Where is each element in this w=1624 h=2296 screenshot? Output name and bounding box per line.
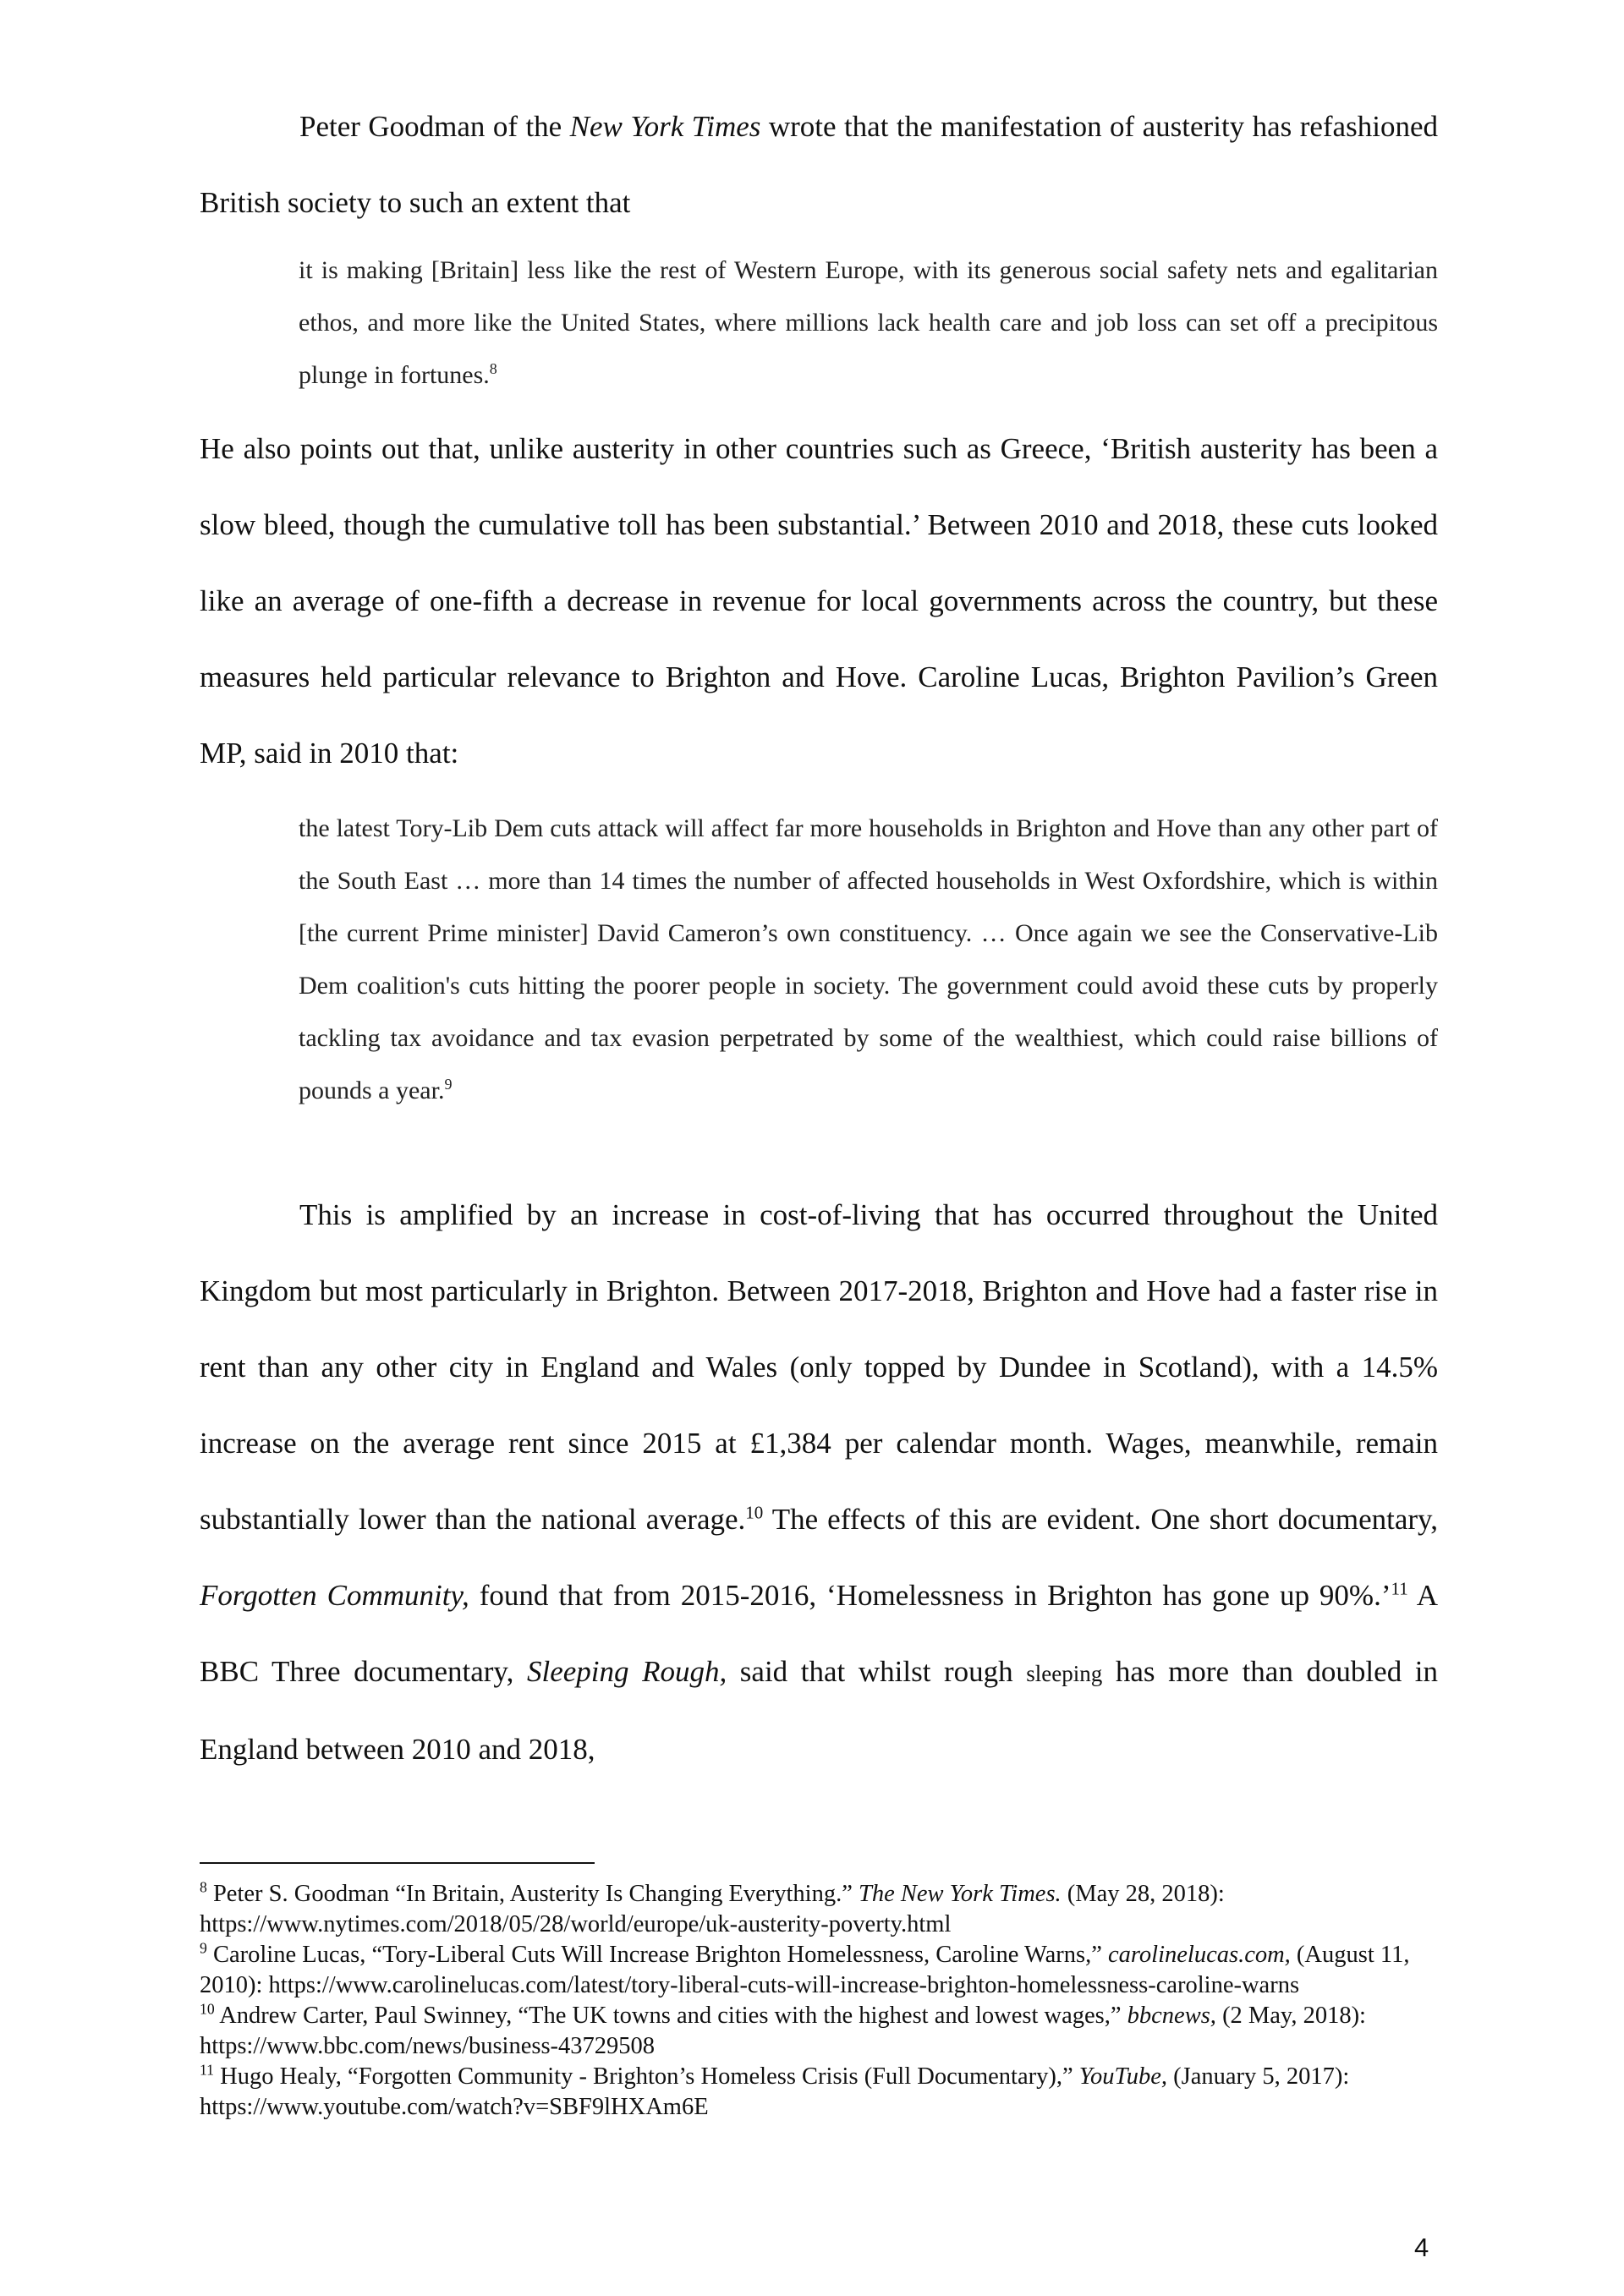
block-quote-goodman — [299, 244, 1438, 402]
text-run-small: sleeping — [1026, 1661, 1103, 1686]
text-run: has more than doubled in England between 2010 and 2018, — [200, 1655, 1439, 1766]
footnote-ref-8: 8 — [489, 360, 497, 377]
quote-text: it is making [Britain] less like the rest of Western Europe, with its generous social safety nets and egalitarian ethos, and more like the United States, where millions lack health care and job loss can set off a precipitous plunge in fortunes. — [299, 256, 1438, 389]
paragraph-goodman-intro — [200, 89, 1438, 241]
text-run: said that whilst rough — [727, 1655, 1027, 1688]
footnote-text: (January 5, 2017): https://www.youtube.com/watch?v=SBF9lHXAm6E — [200, 2063, 1350, 2120]
footnote-ref-9: 9 — [444, 1076, 453, 1093]
documentary-title: Sleeping Rough, — [526, 1655, 727, 1688]
text-run: He also points out that, unlike austerity in other countries such as Greece, ‘British austerity has been a slow bleed, though the cumulative toll has been substantial.’ Between 2010 and 2018, these cuts looked like an average of one-fifth a decrease in revenue for local governments across the country, but these measures held particular relevance to Brighton and Hove. Caroline Lucas, Brighton Pavilion’s Green MP, said in 2010 that: — [200, 432, 1438, 770]
footnote-text: Caroline Lucas, “Tory-Liberal Cuts Will Increase Brighton Homelessness, Caroline Warns,” — [206, 1942, 1108, 1968]
footnote-source: carolinelucas.com, — [1107, 1942, 1291, 1968]
paragraph-austerity-brighton — [200, 411, 1438, 792]
footnote-9 — [200, 1940, 1418, 2001]
footnote-separator — [200, 1862, 595, 1864]
footnotes — [200, 1879, 1418, 2123]
footnote-10 — [200, 2001, 1418, 2062]
page-number: 4 — [1414, 2233, 1429, 2262]
footnote-11 — [200, 2062, 1418, 2123]
footnote-8 — [200, 1879, 1418, 1940]
footnote-text: Peter S. Goodman “In Britain, Austerity Is Changing Everything.” — [206, 1881, 859, 1907]
footnote-source: YouTube, — [1078, 2063, 1168, 2090]
text-run: This is amplified by an increase in cost-of-living that has occurred throughout the United Kingdom but most particularly in Brighton. Between 2017-2018, Brighton and Hove had a faster rise in rent than any other city in England and Wales (only topped by Dundee in Scotland), with a 14.5% increase on the average rent since 2015 at £1,384 per calendar month. Wages, meanwhile, remain substantially lower than the national average. — [200, 1198, 1438, 1536]
footnote-number: 8 — [200, 1878, 207, 1896]
footnote-number: 10 — [200, 2000, 215, 2018]
footnote-ref-10: 10 — [745, 1502, 764, 1523]
footnote-text: Hugo Healy, “Forgotten Community - Brighton’s Homeless Crisis (Full Documentary),” — [214, 2063, 1079, 2090]
text-run: found that from 2015-2016, ‘Homelessness in Brighton has gone up 90%.’ — [469, 1579, 1391, 1612]
footnote-text: (2 May, 2018): https://www.bbc.com/news/business-43729508 — [200, 2003, 1366, 2059]
text-run: wrote that the manifestation of austerity has refashioned British society to such an extent that — [200, 110, 1438, 219]
footnote-ref-11: 11 — [1391, 1578, 1408, 1599]
footnote-number: 9 — [200, 1939, 207, 1957]
publication-title: New York Times — [569, 110, 761, 143]
text-run: Peter Goodman of the — [299, 110, 570, 143]
footnote-text: Andrew Carter, Paul Swinney, “The UK towns and cities with the highest and lowest wages,” — [214, 2003, 1127, 2029]
quote-text: the latest Tory-Lib Dem cuts attack will affect far more households in Brighton and Hove than any other part of the South East … more than 14 times the number of affected households in West Oxfordshire, which is within [the current Prime minister] David Cameron’s own constituency. … Once again we see the Conservative-Lib Dem coalition's cuts hitting the poorer people in society. The government could avoid these cuts by properly tackling tax avoidance and tax evasion perpetrated by some of the wealthiest, which could raise billions of pounds a year. — [299, 814, 1438, 1104]
documentary-title: Forgotten Community, — [200, 1579, 469, 1612]
footnote-text: (May 28, 2018): https://www.nytimes.com/2018/05/28/world/europe/uk-austerity-poverty.html — [200, 1881, 1225, 1937]
footnote-number: 11 — [200, 2061, 215, 2079]
text-run: The effects of this are evident. One short documentary, — [763, 1503, 1438, 1536]
footnote-source: The New York Times. — [859, 1881, 1062, 1907]
block-quote-lucas — [299, 803, 1438, 1117]
footnote-source: bbcnews, — [1127, 2003, 1216, 2029]
text-run: A BBC Three documentary, — [200, 1579, 1438, 1688]
paragraph-cost-of-living — [200, 1177, 1438, 1788]
footnote-text: (August 11, 2010): https://www.carolinelucas.com/latest/tory-liberal-cuts-will-increase-brighton-homelessness-caroline-warns — [200, 1942, 1410, 1998]
